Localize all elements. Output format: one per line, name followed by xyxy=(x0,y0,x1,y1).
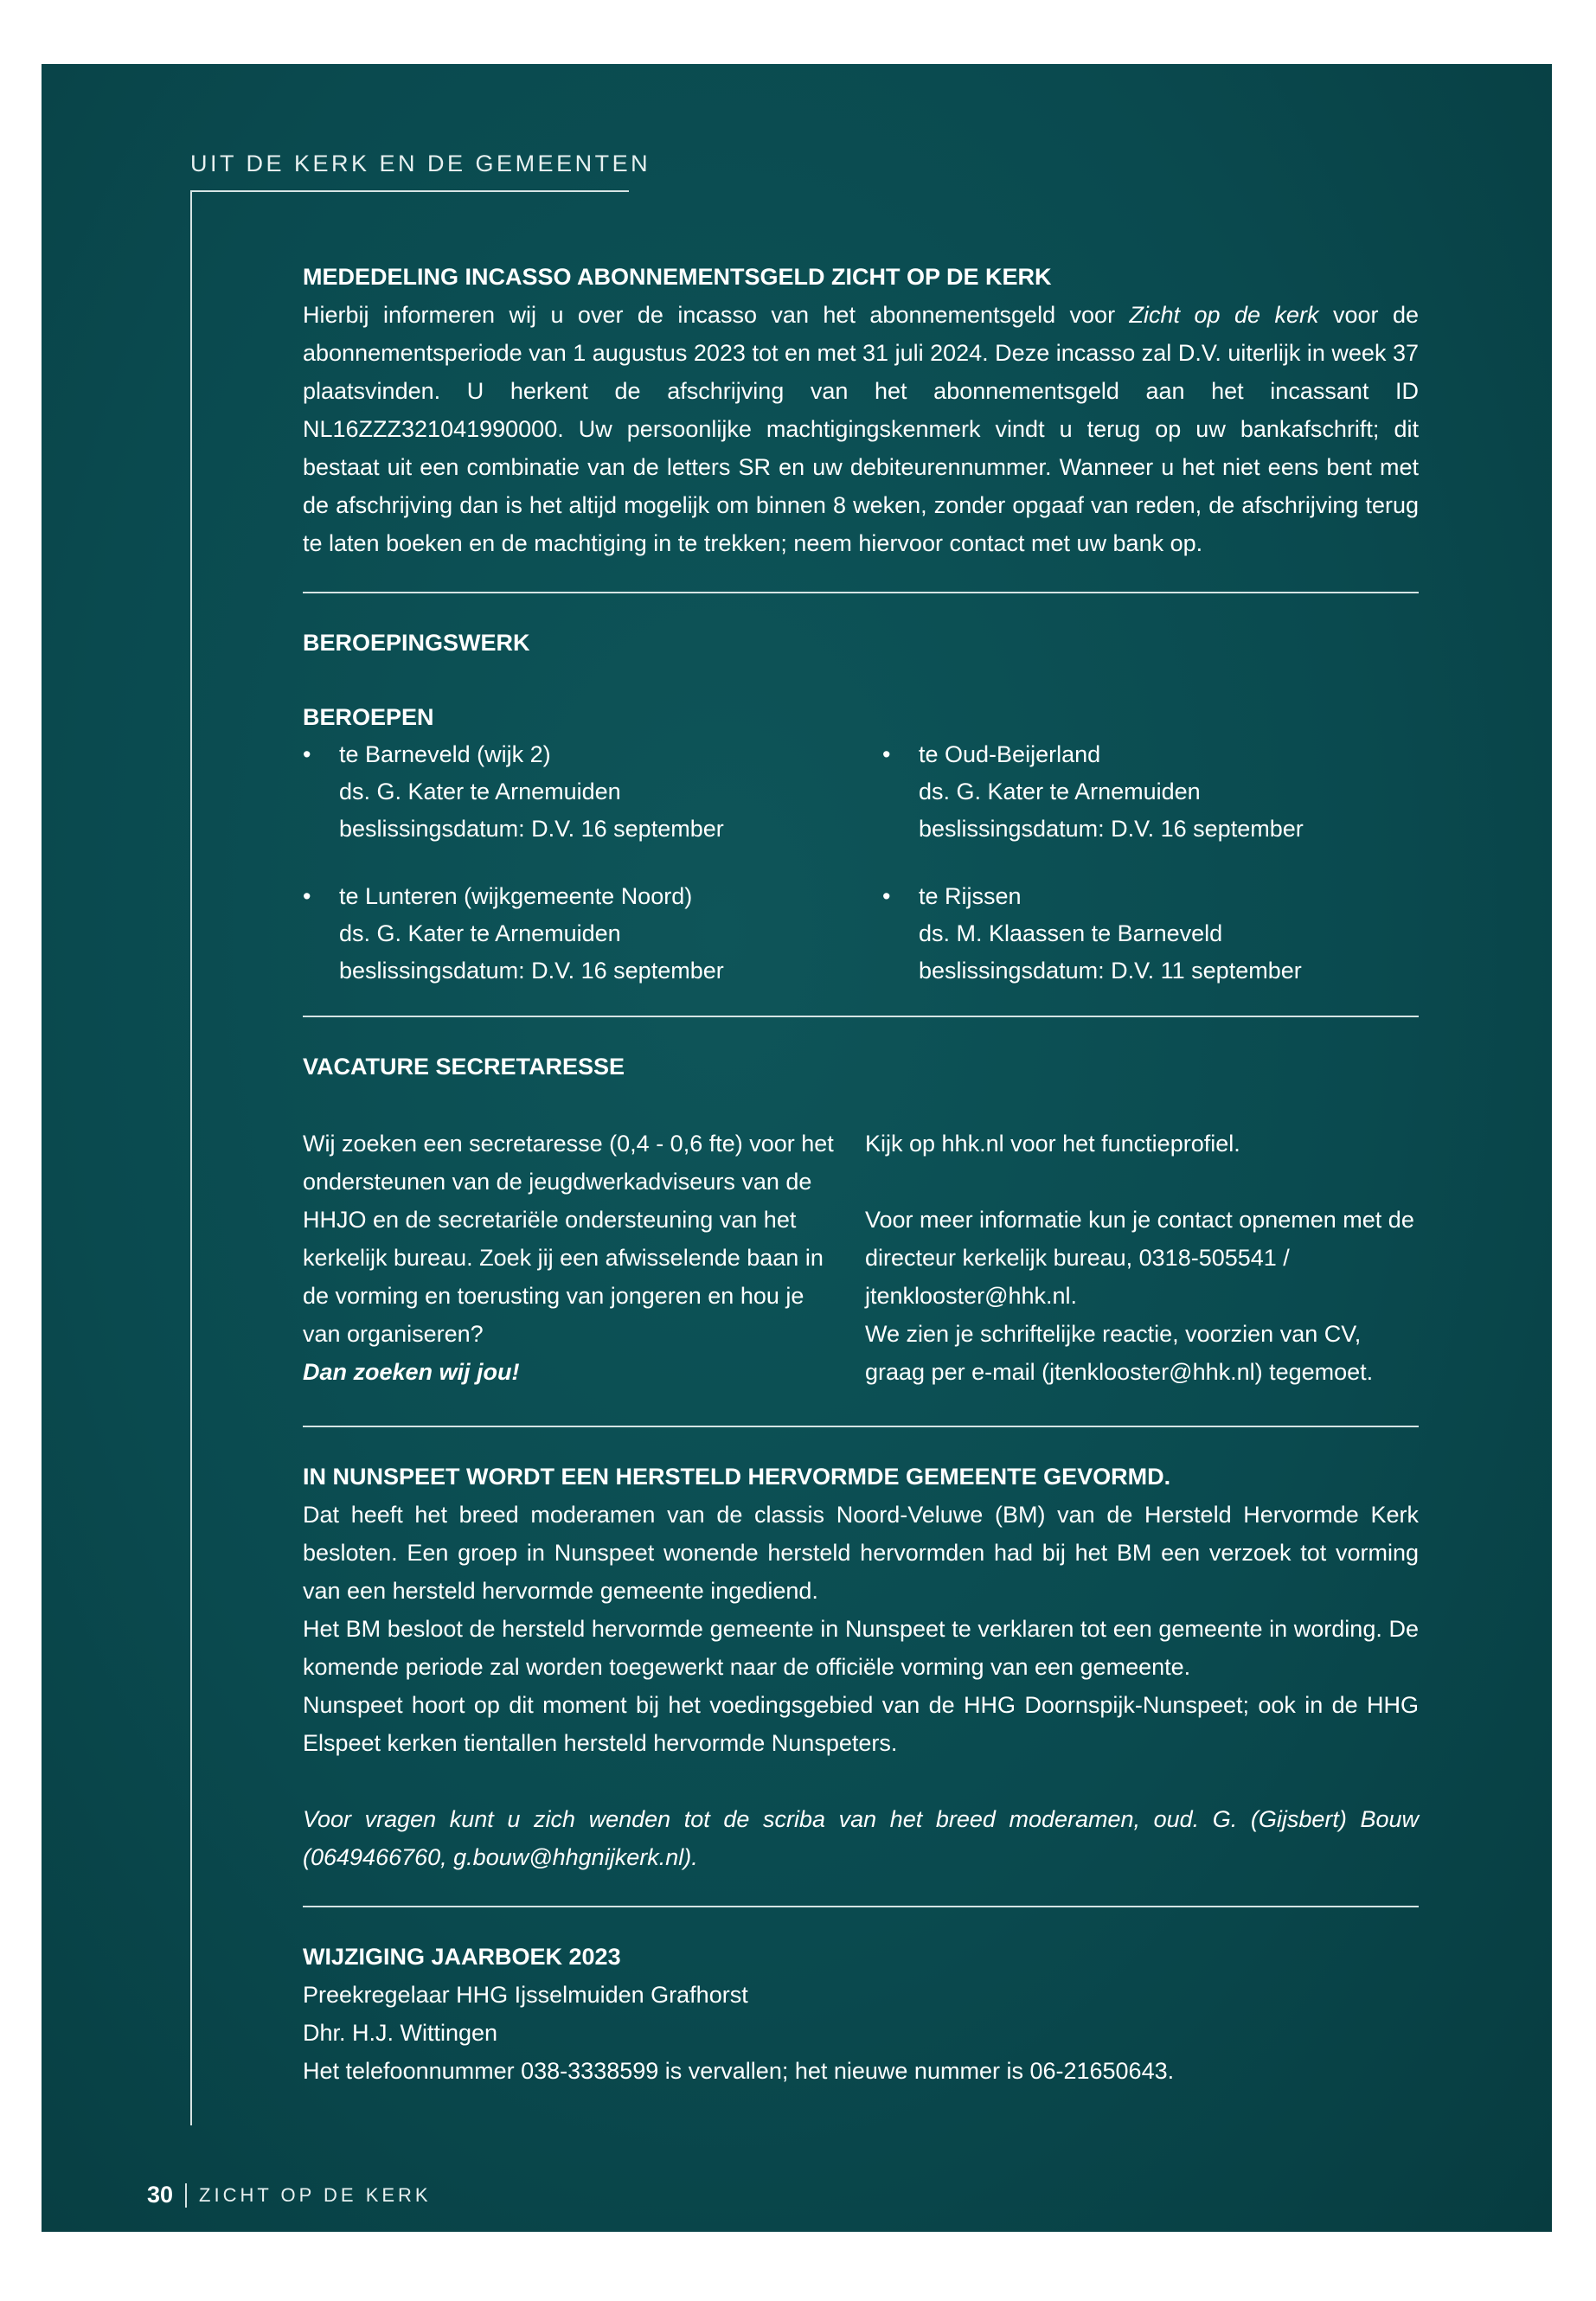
call-minister: ds. G. Kater te Arnemuiden xyxy=(919,779,1201,804)
vacature-right-p2: Voor meer informatie kun je contact opnemen met de directeur kerkelijk bureau, 0318-505541 / jtenklooster@hhk.nl. xyxy=(865,1207,1414,1309)
bullet-icon: • xyxy=(882,883,891,909)
section-label-rule xyxy=(190,190,629,192)
call-place: te Oud-Beijerland xyxy=(919,741,1101,767)
beroepingswerk-title: BEROEPINGSWERK xyxy=(303,630,530,656)
nunspeet-p2: Het BM besloot de hersteld hervormde gemeente in Nunspeet te verklaren tot een gemeente in wording. De komende periode zal worden toegewerkt naar de officiële vorming van een gemeente. xyxy=(303,1616,1419,1680)
nunspeet-p3: Nunspeet hoort op dit moment bij het voedingsgebied van de HHG Doornspijk-Nunspeet; ook in de HHG Elspeet kerken tientallen hersteld hervormde Nunspeters. xyxy=(303,1692,1419,1756)
jaarboek-line3: Het telefoonnummer 038-3338599 is vervallen; het nieuwe nummer is 06-21650643. xyxy=(303,2058,1175,2084)
nunspeet-section xyxy=(303,1458,1419,1876)
bullet-icon: • xyxy=(303,741,311,767)
call-decision: beslissingsdatum: D.V. 16 september xyxy=(339,816,724,842)
call-decision: beslissingsdatum: D.V. 16 september xyxy=(339,958,724,984)
list-item xyxy=(303,736,839,848)
vacature-right-p3: We zien je schriftelijke reactie, voorzien van CV, graag per e-mail (jtenklooster@hhk.nl) tegemoet. xyxy=(865,1321,1374,1385)
divider xyxy=(303,1426,1419,1427)
nunspeet-contact xyxy=(303,1800,1419,1876)
vacature-title: VACATURE SECRETARESSE xyxy=(303,1054,625,1080)
jaarboek-line1: Preekregelaar HHG Ijsselmuiden Grafhorst xyxy=(303,1982,748,2008)
jaarboek-line2: Dhr. H.J. Wittingen xyxy=(303,2020,498,2046)
magazine-page xyxy=(42,64,1552,2232)
list-item xyxy=(882,736,1419,848)
incasso-text xyxy=(303,296,1419,562)
vacature-columns xyxy=(303,1125,1419,1391)
incasso-text-italic: Zicht op de kerk xyxy=(1129,302,1319,328)
vacature-right xyxy=(865,1125,1419,1391)
magazine-name: ZICHT OP DE KERK xyxy=(199,2183,432,2206)
beroepen-right-list xyxy=(882,736,1419,990)
incasso-text-1: Hierbij informeren wij u over de incasso van het abonnementsgeld voor xyxy=(303,302,1130,328)
call-decision: beslissingsdatum: D.V. 11 september xyxy=(919,958,1302,984)
call-minister: ds. G. Kater te Arnemuiden xyxy=(339,920,621,946)
vacature-left xyxy=(303,1125,839,1391)
incasso-text-2: voor de abonnementsperiode van 1 augustus 2023 tot en met 31 juli 2024. Deze incasso zal D.V. uiterlijk in week 37 plaatsvinden. U herkent de afschrijving van het abonnementsgeld aan het incassant ID NL16ZZZ321041990000. Uw persoonlijke machtigingskenmerk vindt u terug op uw bankafschrift; dit bestaat uit een combinatie van de letters SR en uw debiteurennummer. Wanneer u het niet eens bent met de afschrijving dan is het altijd mogelijk om binnen 8 weken, zonder opgaaf van reden, de afschrijving terug te laten boeken en de machtiging in te trekken; neem hiervoor contact met uw bank op. xyxy=(303,302,1419,556)
beroepingswerk-section xyxy=(303,624,1419,990)
bullet-icon: • xyxy=(303,883,311,909)
page-footer xyxy=(147,2182,432,2208)
beroepen-left-list xyxy=(303,736,839,990)
vacature-emphasis-text: Dan zoeken wij jou! xyxy=(303,1359,520,1385)
page-number: 30 xyxy=(147,2182,174,2208)
beroepen-columns xyxy=(303,736,1419,990)
call-place: te Rijssen xyxy=(919,883,1022,909)
vacature-emphasis xyxy=(303,1353,839,1391)
list-item xyxy=(882,878,1419,990)
vertical-rule xyxy=(190,190,192,2125)
call-place: te Lunteren (wijkgemeente Noord) xyxy=(339,883,693,909)
footer-separator xyxy=(185,2183,187,2208)
incasso-section xyxy=(303,258,1419,562)
beroepen-subtitle: BEROEPEN xyxy=(303,704,434,730)
nunspeet-contact-text: Voor vragen kunt u zich wenden tot de scriba van het breed moderamen, oud. G. (Gijsbert) Bouw (0649466760, g.bouw@hhgnijkerk.nl). xyxy=(303,1806,1419,1870)
jaarboek-title: WIJZIGING JAARBOEK 2023 xyxy=(303,1944,621,1970)
section-label: UIT DE KERK EN DE GEMEENTEN xyxy=(190,151,651,176)
list-item xyxy=(303,878,839,990)
nunspeet-title: IN NUNSPEET WORDT EEN HERSTELD HERVORMDE GEMEENTE GEVORMD. xyxy=(303,1464,1171,1490)
bullet-icon: • xyxy=(882,741,891,767)
divider xyxy=(303,1016,1419,1017)
nunspeet-p1: Dat heeft het breed moderamen van de classis Noord-Veluwe (BM) van de Hersteld Hervormde Kerk besloten. Een groep in Nunspeet wonende hersteld hervormden had bij het BM een verzoek tot vorming van een hersteld hervormde gemeente ingediend. xyxy=(303,1502,1419,1604)
vacature-left-text: Wij zoeken een secretaresse (0,4 - 0,6 fte) voor het ondersteunen van de jeugdwerkadviseurs van de HHJO en de secretariële ondersteuning van het kerkelijk bureau. Zoek jij een afwisselende baan in de vorming en toerusting van jongeren en hou je van organiseren? xyxy=(303,1131,834,1347)
call-minister: ds. G. Kater te Arnemuiden xyxy=(339,779,621,804)
article-content xyxy=(303,258,1419,2090)
vacature-section xyxy=(303,1048,1419,1391)
call-place: te Barneveld (wijk 2) xyxy=(339,741,551,767)
divider xyxy=(303,1906,1419,1907)
incasso-title: MEDEDELING INCASSO ABONNEMENTSGELD ZICHT OP DE KERK xyxy=(303,264,1052,290)
call-minister: ds. M. Klaassen te Barneveld xyxy=(919,920,1223,946)
vacature-right-p1: Kijk op hhk.nl voor het functieprofiel. xyxy=(865,1131,1240,1157)
divider xyxy=(303,592,1419,593)
call-decision: beslissingsdatum: D.V. 16 september xyxy=(919,816,1304,842)
jaarboek-section xyxy=(303,1938,1419,2090)
